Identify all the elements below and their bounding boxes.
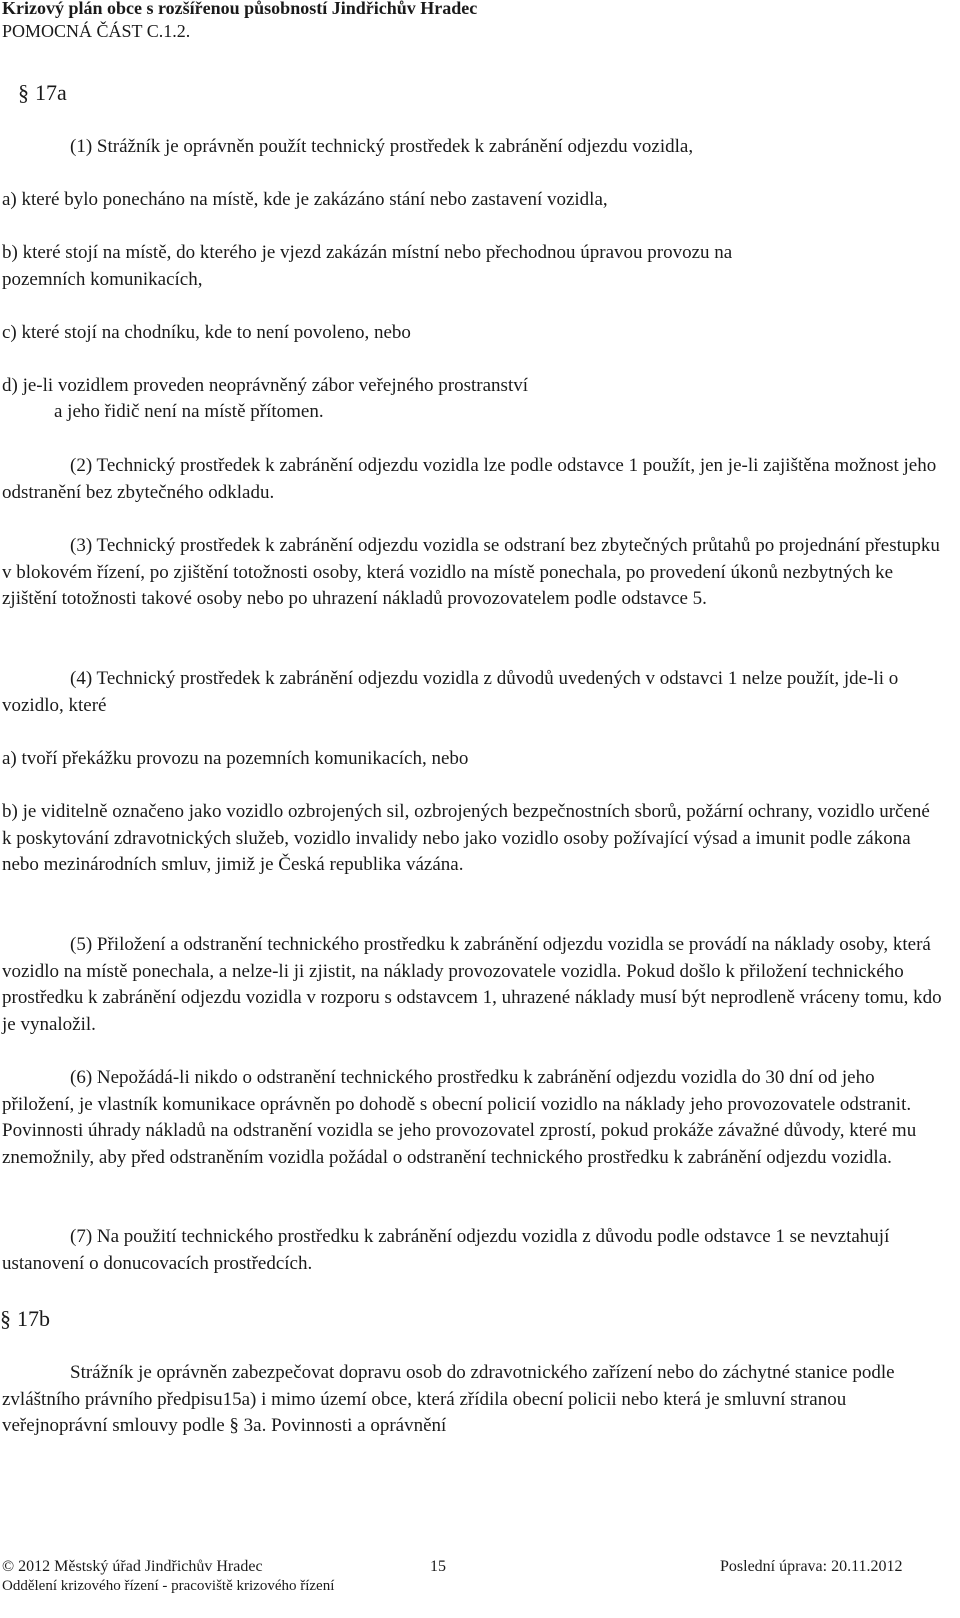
paragraph-1d-line2: a jeho řidič není na místě přítomen.	[54, 401, 324, 422]
paragraph-3: (3) Technický prostředek k zabránění odjezdu vozidla se odstraní bez zbytečných průtahů po projednání přestupku v blokovém řízení, po zjištění totožnosti osoby, která vozidlo na místě ponechala, po provedení úkonů nezbytných ke zjištění totožnosti takové osoby nebo po uhrazení nákladů provozovatelem podle odstavce 5.	[2, 535, 940, 609]
paragraph-1b-line2: pozemních komunikacích,	[2, 269, 203, 290]
footer-copyright: © 2012 Městský úřad Jindřichův Hradec	[2, 1558, 263, 1575]
paragraph-2: (2) Technický prostředek k zabránění odjezdu vozidla lze podle odstavce 1 použít, jen je-li zajištěna možnost jeho odstranění bez zbytečného odkladu.	[2, 455, 937, 503]
section-number: 17b	[17, 1306, 50, 1331]
paragraph-4: (4) Technický prostředek k zabránění odjezdu vozidla z důvodů uvedených v odstavci 1 nelze použít, jde-li o vozidlo, které	[2, 668, 899, 716]
footer-page-number: 15	[430, 1558, 446, 1575]
paragraph-1: (1) Strážník je oprávněn použít technický prostředek k zabránění odjezdu vozidla,	[70, 136, 694, 157]
section-heading-17b	[0, 1306, 50, 1332]
paragraph-4b: b) je viditelně označeno jako vozidlo ozbrojených sil, ozbrojených bezpečnostních sborů, požární ochrany, vozidlo určené k poskytování zdravotnických služeb, vozidlo invalidy nebo jako vozidlo osoby požívající výsad a imunit podle zákona nebo mezinárodních smluv, jimiž je Česká republika vázána.	[2, 801, 930, 875]
header-subtitle: POMOCNÁ ČÁST C.1.2.	[2, 21, 191, 41]
footer-department: Oddělení krizového řízení - pracoviště krizového řízení	[2, 1578, 335, 1594]
paragraph-7: (7) Na použití technického prostředku k zabránění odjezdu vozidla z důvodu podle odstavce 1 se nevztahují ustanovení o donucovacích prostředcích.	[2, 1226, 890, 1274]
paragraph-4a: a) tvoří překážku provozu na pozemních komunikacích, nebo	[2, 748, 469, 769]
paragraph-1c: c) které stojí na chodníku, kde to není povoleno, nebo	[2, 322, 411, 343]
section-heading-17a	[18, 80, 67, 106]
paragraph-6: (6) Nepožádá-li nikdo o odstranění technického prostředku k zabránění odjezdu vozidla do 30 dní od jeho přiložení, je vlastník komunikace oprávněn po dohodě s obecní policií vozidlo na náklady jeho provozovatele odstranit. Povinnosti úhrady nákladů na odstranění vozidla se jeho provozovatel zprostí, pokud prokáže závažné důvody, které mu znemožnily, aby před odstraněním vozidla požádal o odstranění technického prostředku k zabránění odjezdu vozidla.	[2, 1067, 917, 1168]
paragraph-17b: Strážník je oprávněn zabezpečovat dopravu osob do zdravotnického zařízení nebo do záchytné stanice podle zvláštního právního předpisu15a) i mimo území obce, která zřídila obecní policii nebo která je smluvní stranou veřejnoprávní smlouvy podle § 3a. Povinnosti a oprávnění	[2, 1362, 895, 1436]
footer-last-edit: Poslední úprava: 20.11.2012	[720, 1558, 903, 1575]
paragraph-1b-line1: b) které stojí na místě, do kterého je vjezd zakázán místní nebo přechodnou úpravou provozu na	[2, 242, 733, 263]
paragraph-5: (5) Přiložení a odstranění technického prostředku k zabránění odjezdu vozidla se provádí na náklady osoby, která vozidlo na místě ponechala, a nelze-li ji zjistit, na náklady provozovatele vozidla. Pokud došlo k přiložení technického prostředku k zabránění odjezdu vozidla v rozporu s odstavcem 1, uhrazené náklady musí být neprodleně vráceny tomu, kdo je vynaložil.	[2, 934, 942, 1035]
section-mark: §	[18, 80, 29, 105]
section-number: 17a	[35, 80, 67, 105]
header-title: Krizový plán obce s rozšířenou působností Jindřichův Hradec	[2, 0, 478, 18]
section-mark: §	[0, 1306, 11, 1331]
paragraph-1a: a) které bylo ponecháno na místě, kde je zakázáno stání nebo zastavení vozidla,	[2, 189, 608, 210]
paragraph-1d-line1: d) je-li vozidlem proveden neoprávněný zábor veřejného prostranství	[2, 375, 529, 396]
